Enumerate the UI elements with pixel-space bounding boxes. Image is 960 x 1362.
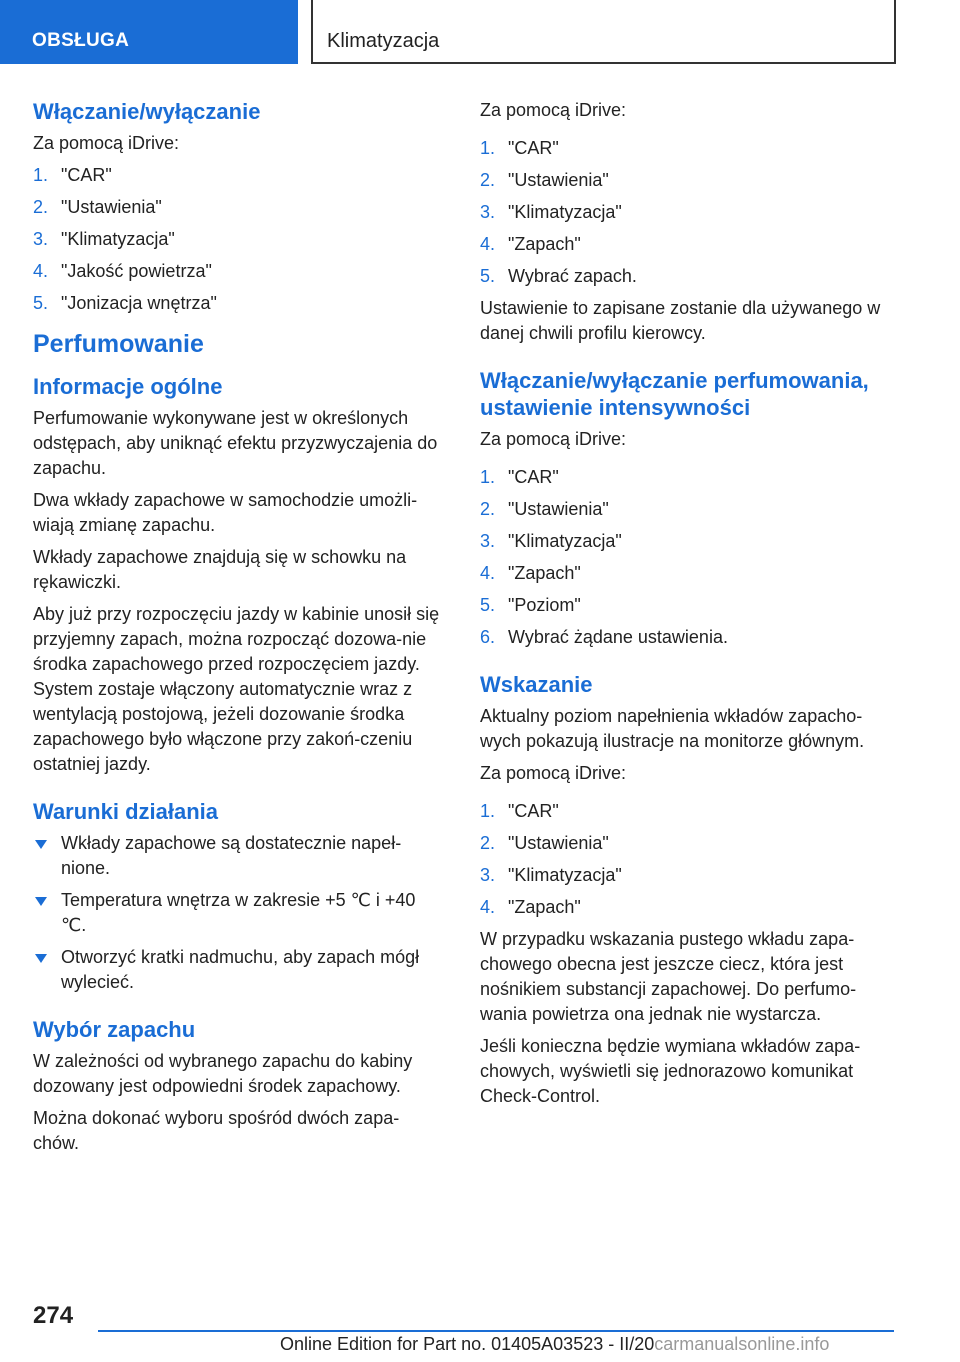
- list-item: 4. "Zapach": [480, 897, 581, 917]
- list-item: Wkłady zapachowe są dostatecznie napeł‐nione.: [33, 831, 445, 881]
- heading-general-info: Informacje ogólne: [33, 374, 223, 399]
- list-item: Temperatura wnętrza w zakresie +5 ℃ i +40 ℃.: [33, 888, 445, 938]
- watermark[interactable]: carmanualsonline.info: [654, 1334, 830, 1354]
- triangle-bullet-icon: [35, 954, 47, 963]
- list-item: 4. "Jakość powietrza": [33, 261, 212, 281]
- list-item: 5. "Jonizacja wnętrza": [33, 293, 217, 313]
- list-item: 3. "Klimatyzacja": [480, 865, 622, 885]
- section-title: OBSŁUGA: [32, 30, 130, 51]
- heading-perfuming: Perfumowanie: [33, 330, 204, 358]
- list-item: 4. "Zapach": [480, 234, 581, 254]
- section-tab: [0, 0, 298, 64]
- paragraph: Aby już przy rozpoczęciu jazdy w kabinie unosił się przyjemny zapach, można rozpocząć dozowa‐nie środka zapachowego przed rozpoczęciem jazdy. System zostaje włączony automatycznie wraz z wentylacją postojową, jeżeli dozowanie środka zapachowego było włączone przy zakoń‐czeniu ostatniej jazdy.: [33, 604, 440, 774]
- footer-divider: [98, 1330, 894, 1332]
- list-item: 1. "CAR": [480, 467, 559, 487]
- list-item: 2. "Ustawienia": [480, 170, 609, 190]
- list-item: 1. "CAR": [33, 165, 112, 185]
- list-item: 3. "Klimatyzacja": [33, 229, 175, 249]
- list-item: 6. Wybrać żądane ustawienia.: [480, 627, 728, 647]
- list-item: 3. "Klimatyzacja": [480, 531, 622, 551]
- heading-scent-choice: Wybór zapachu: [33, 1017, 196, 1042]
- list-item: Otworzyć kratki nadmuchu, aby zapach mógł wylecieć.: [33, 945, 445, 995]
- page-number: 274: [33, 1302, 74, 1329]
- heading-display: Wskazanie: [480, 672, 593, 697]
- conditions-list: [33, 831, 445, 995]
- idrive-intro: Za pomocą iDrive:: [480, 429, 627, 449]
- paragraph: Jeśli konieczna będzie wymiana wkładów zapa‐chowych, wyświetli się jednorazowo komunikat Check-Control.: [480, 1036, 861, 1106]
- paragraph: Aktualny poziom napełnienia wkładów zapacho‐wych pokazują ilustracje na monitorze głównym.: [480, 706, 865, 751]
- steps-list-intensity: [480, 465, 892, 650]
- paragraph: W zależności od wybranego zapachu do kabiny dozowany jest odpowiedni środek zapachowy.: [33, 1051, 413, 1096]
- list-item: 2. "Ustawienia": [33, 197, 162, 217]
- list-item: 1. "CAR": [480, 138, 559, 158]
- list-item: 4. "Zapach": [480, 563, 581, 583]
- chapter-header: [311, 0, 896, 64]
- paragraph: W przypadku wskazania pustego wkładu zapa‐chowego obecna jest jeszcze ciecz, która jest nośnikiem substancji zapachowej. Do perfumo‐wania powietrza ona jednak nie wystarcza.: [480, 929, 857, 1024]
- steps-list-scent: [480, 136, 892, 289]
- left-column: [33, 98, 445, 1163]
- list-item: 1. "CAR": [480, 801, 559, 821]
- list-item: 5. Wybrać zapach.: [480, 266, 637, 286]
- list-item: 5. "Poziom": [480, 595, 581, 615]
- paragraph: Można dokonać wyboru spośród dwóch zapa‐chów.: [33, 1108, 400, 1153]
- triangle-bullet-icon: [35, 840, 47, 849]
- list-item: 3. "Klimatyzacja": [480, 202, 622, 222]
- steps-list-display: [480, 799, 892, 920]
- steps-list-ionization: [33, 163, 445, 316]
- list-item: 2. "Ustawienia": [480, 833, 609, 853]
- idrive-intro: Za pomocą iDrive:: [33, 133, 180, 153]
- idrive-intro: Za pomocą iDrive:: [480, 763, 627, 783]
- paragraph: Wkłady zapachowe znajdują się w schowku na rękawiczki.: [33, 547, 407, 592]
- chapter-title: Klimatyzacja: [327, 30, 440, 52]
- list-item: 2. "Ustawienia": [480, 499, 609, 519]
- heading-intensity: Włączanie/wyłączanie perfumowania, ustawienie intensywności: [480, 368, 869, 420]
- paragraph: Perfumowanie wykonywane jest w określonych odstępach, aby uniknąć efektu przyzwyczajenia do zapachu.: [33, 408, 438, 478]
- right-column: [480, 98, 892, 1116]
- triangle-bullet-icon: [35, 897, 47, 906]
- heading-conditions: Warunki działania: [33, 799, 219, 824]
- paragraph: Dwa wkłady zapachowe w samochodzie umożli‐wiają zmianę zapachu.: [33, 490, 418, 535]
- idrive-intro: Za pomocą iDrive:: [480, 100, 627, 120]
- footer-edition: [280, 1334, 829, 1355]
- heading-onoff: Włączanie/wyłączanie: [33, 99, 261, 124]
- paragraph: Ustawienie to zapisane zostanie dla używanego w danej chwili profilu kierowcy.: [480, 298, 881, 343]
- edition-text: Online Edition for Part no. 01405A03523 - II/20: [280, 1334, 655, 1354]
